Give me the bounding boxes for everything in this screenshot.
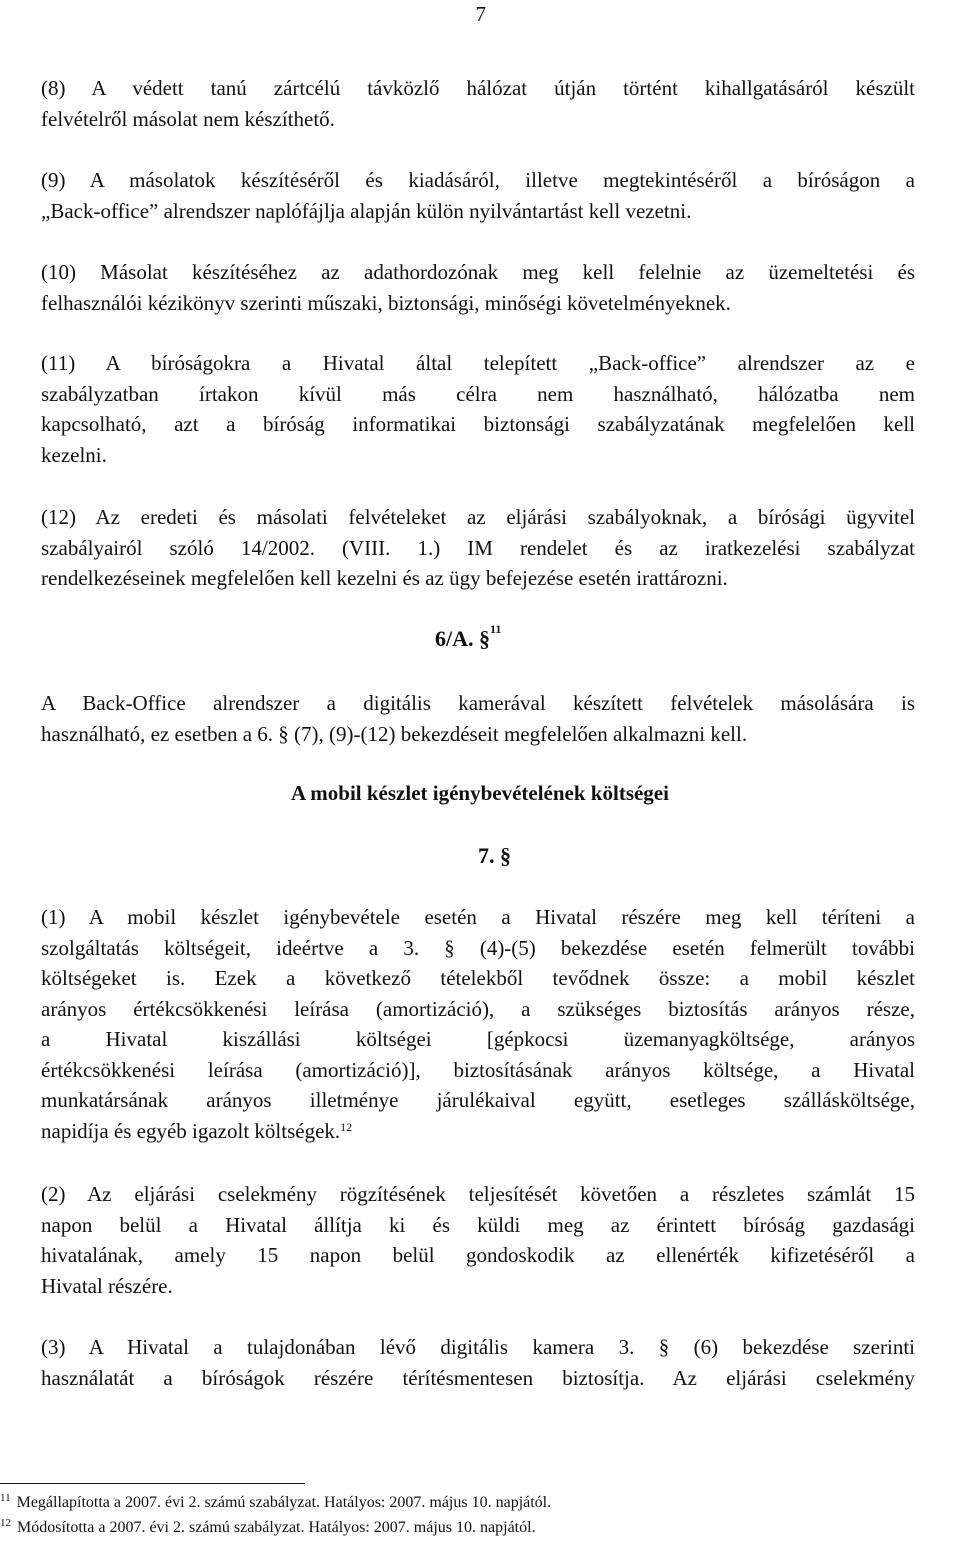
paragraph-line: (2) Az eljárási cselekmény rögzítésének teljesítését követően a részletes számlát 15 — [41, 1182, 915, 1206]
section-7-paragraph-1 — [41, 902, 915, 1146]
section-7-paragraph-2 — [41, 1179, 915, 1301]
paragraph-line: munkatársának arányos illetménye járulékaival együtt, esetleges szállásköltsége, — [41, 1088, 915, 1112]
paragraph-8 — [41, 73, 915, 134]
section-7-paragraph-3 — [41, 1332, 915, 1393]
chapter-title: A mobil készlet igénybevételének költségei — [291, 781, 669, 805]
paragraph-line: a Hivatal kiszállási költségei [gépkocsi üzemanyagköltsége, arányos — [41, 1027, 915, 1051]
paragraph-11 — [41, 348, 915, 470]
paragraph-line: költségeket is. Ezek a következő tételekből tevődnek össze: a mobil készlet — [41, 966, 915, 990]
paragraph-line: (9) A másolatok készítéséről és kiadásáról, illetve megtekintéséről a bíróságon a — [41, 168, 915, 192]
paragraph-line: rendelkezéseinek megfelelően kell kezelni és az ügy befejezése esetén irattározni. — [41, 566, 728, 590]
paragraph-line: (3) A Hivatal a tulajdonában lévő digitális kamera 3. § (6) bekezdése szerinti — [41, 1335, 915, 1359]
paragraph-line: felhasználói kézikönyv szerinti műszaki, biztonsági, minőségi követelményeknek. — [41, 290, 731, 315]
paragraph-line: kezelni. — [41, 442, 107, 467]
paragraph-line: szolgáltatás költségeit, ideértve a 3. § (4)-(5) bekezdése esetén felmerült további — [41, 935, 915, 960]
footnote-ref-12: 12 — [340, 1119, 353, 1134]
paragraph-line: hivatalának, amely 15 napon belül gondoskodik az ellenérték kifizetéséről a — [41, 1243, 915, 1267]
section-7-heading: 7. § — [478, 843, 511, 868]
footnote-text: Módosította a 2007. évi 2. számú szabályzat. Hatályos: 2007. május 10. napjától. — [17, 1519, 536, 1536]
paragraph-line: értékcsökkenési leírása (amortizáció)], biztosításának arányos költsége, a Hivatal — [41, 1057, 915, 1082]
paragraph-line: használatát a bíróságok részére térítésmentesen biztosítja. Az eljárási cselekmény — [41, 1365, 915, 1390]
section-6a-heading-text: 6/A. § — [435, 626, 490, 651]
footnote-number: 11 — [0, 1492, 11, 1504]
paragraph-line: „Back-office” alrendszer naplófájlja alapján külön nyilvántartást kell vezetni. — [41, 198, 692, 223]
page-number: 7 — [475, 2, 486, 26]
paragraph-line: szabályzatban írtakon kívül más célra nem használható, hálózatba nem — [41, 381, 915, 406]
footnote-number: 12 — [0, 1517, 11, 1529]
paragraph-line: szabályairól szóló 14/2002. (VIII. 1.) IM rendelet és az iratkezelési szabályzat — [41, 535, 915, 560]
footnote-12 — [0, 1519, 536, 1538]
paragraph-line: (8) A védett tanú zártcélú távközlő hálózat útján történt kihallgatásáról készült — [41, 76, 915, 100]
paragraph-line: használható, ez esetben a 6. § (7), (9)-(12) bekezdéseit megfelelően alkalmazni kell. — [41, 721, 748, 746]
paragraph-12 — [41, 502, 915, 594]
paragraph-line — [41, 1116, 915, 1147]
paragraph-line-text: napidíja és egyéb igazolt költségek. — [41, 1118, 341, 1143]
paragraph-line: (10) Másolat készítéséhez az adathordozónak meg kell felelnie az üzemeltetési és — [41, 260, 915, 284]
paragraph-line: felvételről másolat nem készíthető. — [41, 106, 335, 131]
paragraph-10 — [41, 257, 915, 318]
footnote-11 — [0, 1494, 551, 1513]
footnote-ref-11: 11 — [490, 622, 502, 636]
paragraph-line: napon belül a Hivatal állítja ki és küldi meg az érintett bíróság gazdasági — [41, 1212, 915, 1237]
paragraph-line: kapcsolható, azt a bíróság informatikai biztonsági szabályzatának megfelelően kell — [41, 412, 915, 436]
paragraph-line: (11) A bíróságokra a Hivatal által telepített „Back-office” alrendszer az e — [41, 351, 915, 375]
paragraph-line: Hivatal részére. — [41, 1273, 173, 1298]
paragraph-line: arányos értékcsökkenési leírása (amortizáció), a szükséges biztosítás arányos része, — [41, 996, 915, 1021]
paragraph-line: A Back-Office alrendszer a digitális kamerával készített felvételek másolására is — [41, 691, 915, 715]
paragraph-line: (12) Az eredeti és másolati felvételeket az eljárási szabályoknak, a bírósági ügyvitel — [41, 505, 915, 529]
section-6a-heading — [435, 622, 502, 652]
paragraph-9 — [41, 165, 915, 226]
footnote-text: Megállapította a 2007. évi 2. számú szabályzat. Hatályos: 2007. május 10. napjától. — [16, 1494, 552, 1511]
paragraph-line: (1) A mobil készlet igénybevétele esetén a Hivatal részére meg kell téríteni a — [41, 905, 915, 929]
footnote-separator — [0, 1483, 305, 1484]
section-6a-text — [41, 688, 915, 749]
